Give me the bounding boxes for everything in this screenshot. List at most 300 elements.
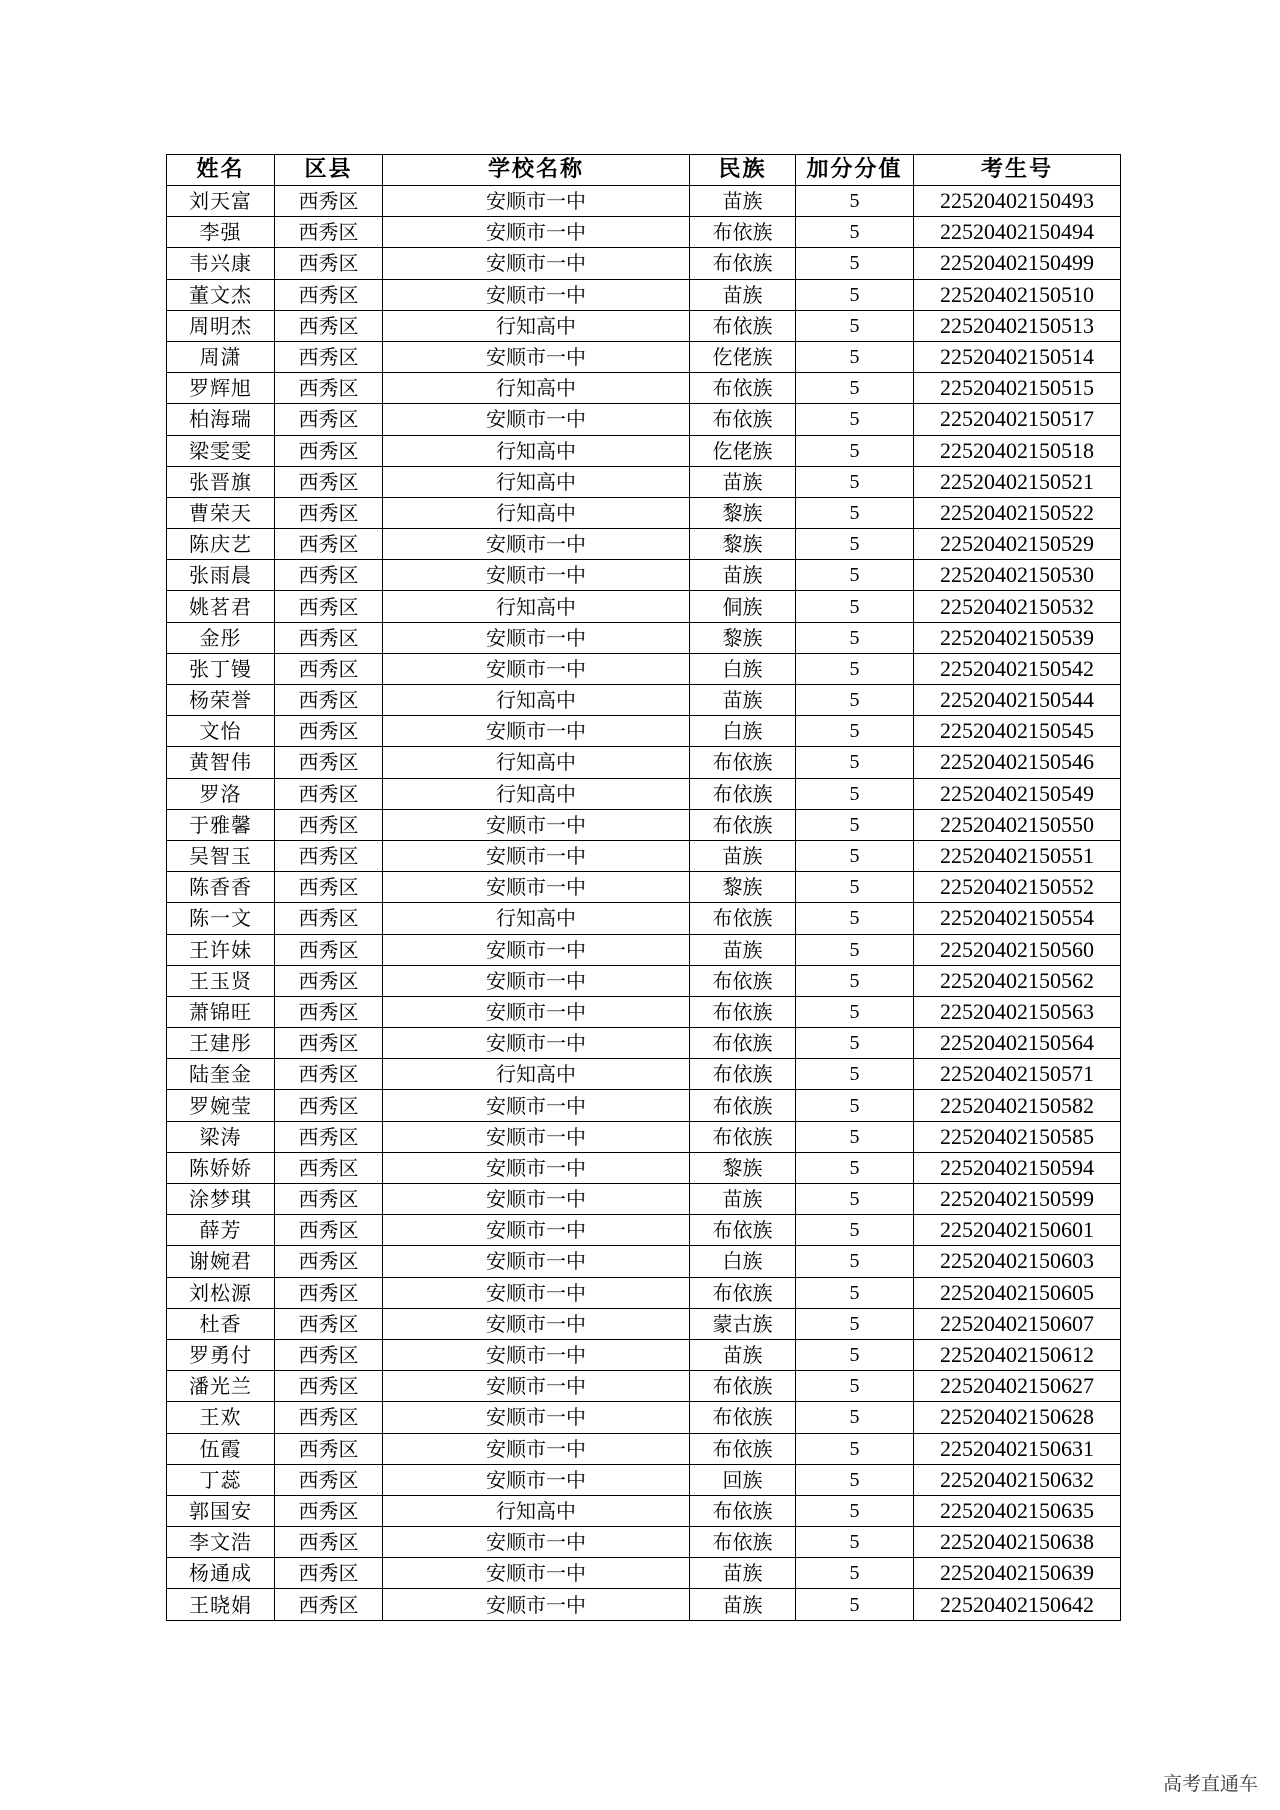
header-bonus-score: 加分分值: [796, 155, 914, 186]
table-row: [167, 653, 1121, 684]
table-row: [167, 466, 1121, 497]
cell-district: 西秀区: [275, 248, 383, 279]
table-row: [167, 1028, 1121, 1059]
cell-candidate-id: 22520402150639: [914, 1558, 1121, 1589]
cell-name: 郭国安: [167, 1495, 275, 1526]
cell-bonus-score: 5: [796, 1464, 914, 1495]
cell-candidate-id: 22520402150607: [914, 1308, 1121, 1339]
cell-district: 西秀区: [275, 653, 383, 684]
cell-candidate-id: 22520402150544: [914, 685, 1121, 716]
cell-district: 西秀区: [275, 1339, 383, 1370]
cell-candidate-id: 22520402150549: [914, 778, 1121, 809]
table-row: [167, 809, 1121, 840]
cell-ethnicity: 苗族: [690, 1339, 796, 1370]
cell-bonus-score: 5: [796, 1184, 914, 1215]
cell-candidate-id: 22520402150612: [914, 1339, 1121, 1370]
cell-candidate-id: 22520402150550: [914, 809, 1121, 840]
cell-candidate-id: 22520402150517: [914, 404, 1121, 435]
cell-candidate-id: 22520402150522: [914, 497, 1121, 528]
cell-candidate-id: 22520402150632: [914, 1464, 1121, 1495]
cell-bonus-score: 5: [796, 809, 914, 840]
cell-district: 西秀区: [275, 591, 383, 622]
cell-name: 王玉贤: [167, 965, 275, 996]
cell-name: 李文浩: [167, 1527, 275, 1558]
cell-ethnicity: 布依族: [690, 1433, 796, 1464]
cell-candidate-id: 22520402150530: [914, 560, 1121, 591]
header-school: 学校名称: [383, 155, 690, 186]
table-row: [167, 1402, 1121, 1433]
cell-name: 罗辉旭: [167, 373, 275, 404]
table-row: [167, 996, 1121, 1027]
cell-district: 西秀区: [275, 1121, 383, 1152]
cell-district: 西秀区: [275, 840, 383, 871]
cell-bonus-score: 5: [796, 1308, 914, 1339]
cell-candidate-id: 22520402150628: [914, 1402, 1121, 1433]
cell-ethnicity: 苗族: [690, 685, 796, 716]
cell-candidate-id: 22520402150571: [914, 1059, 1121, 1090]
cell-ethnicity: 布依族: [690, 1090, 796, 1121]
cell-bonus-score: 5: [796, 186, 914, 217]
table-row: [167, 591, 1121, 622]
cell-school: 安顺市一中: [383, 248, 690, 279]
cell-name: 刘天富: [167, 186, 275, 217]
cell-name: 张晋旗: [167, 466, 275, 497]
cell-school: 安顺市一中: [383, 622, 690, 653]
cell-ethnicity: 布依族: [690, 903, 796, 934]
cell-school: 安顺市一中: [383, 1184, 690, 1215]
cell-bonus-score: 5: [796, 497, 914, 528]
cell-district: 西秀区: [275, 685, 383, 716]
table-row: [167, 1184, 1121, 1215]
cell-candidate-id: 22520402150635: [914, 1495, 1121, 1526]
cell-school: 安顺市一中: [383, 809, 690, 840]
cell-name: 于雅馨: [167, 809, 275, 840]
cell-bonus-score: 5: [796, 1121, 914, 1152]
table-row: [167, 778, 1121, 809]
cell-ethnicity: 布依族: [690, 747, 796, 778]
cell-school: 安顺市一中: [383, 1152, 690, 1183]
cell-ethnicity: 黎族: [690, 1152, 796, 1183]
cell-ethnicity: 布依族: [690, 248, 796, 279]
cell-school: 安顺市一中: [383, 1246, 690, 1277]
cell-candidate-id: 22520402150605: [914, 1277, 1121, 1308]
cell-ethnicity: 布依族: [690, 965, 796, 996]
cell-district: 西秀区: [275, 404, 383, 435]
cell-ethnicity: 苗族: [690, 466, 796, 497]
cell-ethnicity: 苗族: [690, 186, 796, 217]
cell-school: 安顺市一中: [383, 529, 690, 560]
cell-name: 王晓娟: [167, 1589, 275, 1620]
cell-ethnicity: 侗族: [690, 591, 796, 622]
bonus-points-table: [166, 154, 1121, 1621]
cell-name: 薛芳: [167, 1215, 275, 1246]
cell-district: 西秀区: [275, 560, 383, 591]
cell-district: 西秀区: [275, 1215, 383, 1246]
cell-school: 安顺市一中: [383, 840, 690, 871]
cell-school: 行知高中: [383, 373, 690, 404]
table-row: [167, 1152, 1121, 1183]
cell-school: 行知高中: [383, 497, 690, 528]
cell-school: 安顺市一中: [383, 996, 690, 1027]
cell-bonus-score: 5: [796, 934, 914, 965]
cell-ethnicity: 黎族: [690, 872, 796, 903]
cell-name: 周明杰: [167, 310, 275, 341]
cell-name: 伍霞: [167, 1433, 275, 1464]
cell-candidate-id: 22520402150539: [914, 622, 1121, 653]
cell-ethnicity: 布依族: [690, 1527, 796, 1558]
cell-bonus-score: 5: [796, 653, 914, 684]
cell-candidate-id: 22520402150642: [914, 1589, 1121, 1620]
cell-district: 西秀区: [275, 1246, 383, 1277]
cell-name: 曹荣天: [167, 497, 275, 528]
cell-candidate-id: 22520402150514: [914, 341, 1121, 372]
cell-candidate-id: 22520402150562: [914, 965, 1121, 996]
cell-candidate-id: 22520402150582: [914, 1090, 1121, 1121]
table-row: [167, 903, 1121, 934]
table-row: [167, 1121, 1121, 1152]
table-row: [167, 872, 1121, 903]
cell-ethnicity: 白族: [690, 653, 796, 684]
table-row: [167, 1495, 1121, 1526]
cell-name: 陈一文: [167, 903, 275, 934]
table-row: [167, 1433, 1121, 1464]
cell-ethnicity: 苗族: [690, 1589, 796, 1620]
table-row: [167, 341, 1121, 372]
cell-district: 西秀区: [275, 965, 383, 996]
cell-name: 董文杰: [167, 279, 275, 310]
header-row: [167, 155, 1121, 186]
table-row: [167, 1558, 1121, 1589]
cell-bonus-score: 5: [796, 310, 914, 341]
cell-school: 行知高中: [383, 685, 690, 716]
cell-candidate-id: 22520402150564: [914, 1028, 1121, 1059]
cell-candidate-id: 22520402150515: [914, 373, 1121, 404]
cell-district: 西秀区: [275, 778, 383, 809]
cell-bonus-score: 5: [796, 903, 914, 934]
cell-candidate-id: 22520402150631: [914, 1433, 1121, 1464]
cell-school: 安顺市一中: [383, 1090, 690, 1121]
cell-candidate-id: 22520402150563: [914, 996, 1121, 1027]
cell-school: 行知高中: [383, 1495, 690, 1526]
cell-ethnicity: 布依族: [690, 1277, 796, 1308]
cell-ethnicity: 黎族: [690, 497, 796, 528]
cell-name: 姚茗君: [167, 591, 275, 622]
cell-bonus-score: 5: [796, 1277, 914, 1308]
table-row: [167, 1308, 1121, 1339]
cell-district: 西秀区: [275, 934, 383, 965]
cell-bonus-score: 5: [796, 747, 914, 778]
cell-district: 西秀区: [275, 497, 383, 528]
cell-district: 西秀区: [275, 310, 383, 341]
cell-district: 西秀区: [275, 1495, 383, 1526]
cell-bonus-score: 5: [796, 1028, 914, 1059]
cell-name: 周潇: [167, 341, 275, 372]
cell-name: 李强: [167, 217, 275, 248]
cell-school: 安顺市一中: [383, 1028, 690, 1059]
cell-candidate-id: 22520402150546: [914, 747, 1121, 778]
table-row: [167, 1059, 1121, 1090]
cell-school: 安顺市一中: [383, 1558, 690, 1589]
cell-ethnicity: 布依族: [690, 1028, 796, 1059]
cell-school: 安顺市一中: [383, 341, 690, 372]
table-row: [167, 186, 1121, 217]
cell-name: 杜香: [167, 1308, 275, 1339]
cell-bonus-score: 5: [796, 965, 914, 996]
cell-school: 安顺市一中: [383, 872, 690, 903]
cell-candidate-id: 22520402150627: [914, 1371, 1121, 1402]
cell-candidate-id: 22520402150532: [914, 591, 1121, 622]
cell-district: 西秀区: [275, 996, 383, 1027]
cell-name: 张丁镘: [167, 653, 275, 684]
cell-school: 安顺市一中: [383, 934, 690, 965]
table-row: [167, 1277, 1121, 1308]
cell-school: 安顺市一中: [383, 1277, 690, 1308]
cell-candidate-id: 22520402150603: [914, 1246, 1121, 1277]
cell-name: 罗洛: [167, 778, 275, 809]
cell-name: 王许妹: [167, 934, 275, 965]
cell-school: 行知高中: [383, 747, 690, 778]
cell-ethnicity: 苗族: [690, 1184, 796, 1215]
cell-district: 西秀区: [275, 1527, 383, 1558]
cell-candidate-id: 22520402150554: [914, 903, 1121, 934]
cell-ethnicity: 苗族: [690, 934, 796, 965]
cell-district: 西秀区: [275, 872, 383, 903]
cell-candidate-id: 22520402150518: [914, 435, 1121, 466]
cell-ethnicity: 苗族: [690, 840, 796, 871]
cell-school: 安顺市一中: [383, 1339, 690, 1370]
cell-bonus-score: 5: [796, 466, 914, 497]
table-row: [167, 279, 1121, 310]
cell-name: 柏海瑞: [167, 404, 275, 435]
cell-district: 西秀区: [275, 747, 383, 778]
cell-name: 王建彤: [167, 1028, 275, 1059]
cell-ethnicity: 布依族: [690, 1059, 796, 1090]
cell-school: 安顺市一中: [383, 653, 690, 684]
cell-name: 文怡: [167, 716, 275, 747]
cell-district: 西秀区: [275, 1059, 383, 1090]
cell-ethnicity: 布依族: [690, 1371, 796, 1402]
cell-bonus-score: 5: [796, 1339, 914, 1370]
cell-bonus-score: 5: [796, 1090, 914, 1121]
cell-district: 西秀区: [275, 716, 383, 747]
cell-ethnicity: 回族: [690, 1464, 796, 1495]
cell-candidate-id: 22520402150599: [914, 1184, 1121, 1215]
cell-bonus-score: 5: [796, 872, 914, 903]
cell-bonus-score: 5: [796, 279, 914, 310]
cell-name: 杨通成: [167, 1558, 275, 1589]
cell-school: 安顺市一中: [383, 560, 690, 591]
cell-school: 安顺市一中: [383, 1308, 690, 1339]
roster-sheet: [166, 154, 1120, 1621]
cell-ethnicity: 布依族: [690, 1121, 796, 1152]
cell-school: 行知高中: [383, 591, 690, 622]
table-row: [167, 1371, 1121, 1402]
cell-ethnicity: 仡佬族: [690, 341, 796, 372]
cell-name: 王欢: [167, 1402, 275, 1433]
cell-candidate-id: 22520402150594: [914, 1152, 1121, 1183]
table-row: [167, 1215, 1121, 1246]
cell-district: 西秀区: [275, 1402, 383, 1433]
header-ethnicity: 民族: [690, 155, 796, 186]
cell-ethnicity: 布依族: [690, 310, 796, 341]
cell-school: 安顺市一中: [383, 1433, 690, 1464]
cell-name: 梁雯雯: [167, 435, 275, 466]
table-row: [167, 840, 1121, 871]
cell-candidate-id: 22520402150513: [914, 310, 1121, 341]
table-row: [167, 1589, 1121, 1620]
table-row: [167, 1090, 1121, 1121]
cell-name: 梁涛: [167, 1121, 275, 1152]
cell-bonus-score: 5: [796, 591, 914, 622]
cell-bonus-score: 5: [796, 1495, 914, 1526]
cell-name: 张雨晨: [167, 560, 275, 591]
cell-district: 西秀区: [275, 466, 383, 497]
cell-district: 西秀区: [275, 217, 383, 248]
cell-name: 涂梦琪: [167, 1184, 275, 1215]
cell-district: 西秀区: [275, 622, 383, 653]
cell-school: 安顺市一中: [383, 279, 690, 310]
cell-bonus-score: 5: [796, 622, 914, 653]
cell-ethnicity: 布依族: [690, 404, 796, 435]
cell-ethnicity: 白族: [690, 1246, 796, 1277]
cell-school: 安顺市一中: [383, 1589, 690, 1620]
cell-bonus-score: 5: [796, 1527, 914, 1558]
cell-school: 安顺市一中: [383, 186, 690, 217]
cell-name: 罗婉莹: [167, 1090, 275, 1121]
cell-name: 韦兴康: [167, 248, 275, 279]
table-row: [167, 529, 1121, 560]
cell-name: 刘松源: [167, 1277, 275, 1308]
cell-district: 西秀区: [275, 373, 383, 404]
cell-candidate-id: 22520402150585: [914, 1121, 1121, 1152]
cell-ethnicity: 布依族: [690, 1215, 796, 1246]
cell-ethnicity: 布依族: [690, 809, 796, 840]
cell-name: 陈庆艺: [167, 529, 275, 560]
cell-name: 萧锦旺: [167, 996, 275, 1027]
cell-school: 行知高中: [383, 435, 690, 466]
cell-school: 安顺市一中: [383, 1371, 690, 1402]
cell-district: 西秀区: [275, 809, 383, 840]
cell-bonus-score: 5: [796, 341, 914, 372]
cell-district: 西秀区: [275, 1277, 383, 1308]
cell-bonus-score: 5: [796, 1152, 914, 1183]
cell-candidate-id: 22520402150499: [914, 248, 1121, 279]
table-row: [167, 934, 1121, 965]
cell-candidate-id: 22520402150521: [914, 466, 1121, 497]
cell-district: 西秀区: [275, 1558, 383, 1589]
cell-district: 西秀区: [275, 1589, 383, 1620]
cell-ethnicity: 仡佬族: [690, 435, 796, 466]
cell-candidate-id: 22520402150510: [914, 279, 1121, 310]
cell-district: 西秀区: [275, 1371, 383, 1402]
table-row: [167, 716, 1121, 747]
table-row: [167, 1527, 1121, 1558]
table-row: [167, 217, 1121, 248]
cell-school: 安顺市一中: [383, 1527, 690, 1558]
cell-candidate-id: 22520402150551: [914, 840, 1121, 871]
cell-name: 杨荣誉: [167, 685, 275, 716]
cell-ethnicity: 白族: [690, 716, 796, 747]
table-row: [167, 747, 1121, 778]
table-row: [167, 248, 1121, 279]
cell-district: 西秀区: [275, 1464, 383, 1495]
header-candidate-id: 考生号: [914, 155, 1121, 186]
cell-name: 潘光兰: [167, 1371, 275, 1402]
cell-school: 安顺市一中: [383, 217, 690, 248]
table-row: [167, 497, 1121, 528]
table-row: [167, 373, 1121, 404]
cell-bonus-score: 5: [796, 560, 914, 591]
cell-name: 金彤: [167, 622, 275, 653]
cell-name: 丁蕊: [167, 1464, 275, 1495]
table-row: [167, 435, 1121, 466]
cell-district: 西秀区: [275, 341, 383, 372]
cell-bonus-score: 5: [796, 1402, 914, 1433]
cell-bonus-score: 5: [796, 1558, 914, 1589]
cell-ethnicity: 苗族: [690, 279, 796, 310]
cell-district: 西秀区: [275, 186, 383, 217]
cell-district: 西秀区: [275, 903, 383, 934]
cell-ethnicity: 布依族: [690, 217, 796, 248]
cell-school: 行知高中: [383, 310, 690, 341]
cell-ethnicity: 苗族: [690, 1558, 796, 1589]
table-row: [167, 1246, 1121, 1277]
header-name: 姓名: [167, 155, 275, 186]
cell-district: 西秀区: [275, 1433, 383, 1464]
cell-district: 西秀区: [275, 1308, 383, 1339]
cell-bonus-score: 5: [796, 778, 914, 809]
cell-name: 罗勇付: [167, 1339, 275, 1370]
table-row: [167, 685, 1121, 716]
watermark: 高考直通车: [1162, 1773, 1258, 1795]
cell-bonus-score: 5: [796, 716, 914, 747]
cell-ethnicity: 黎族: [690, 529, 796, 560]
cell-bonus-score: 5: [796, 996, 914, 1027]
cell-school: 行知高中: [383, 903, 690, 934]
cell-candidate-id: 22520402150560: [914, 934, 1121, 965]
cell-bonus-score: 5: [796, 404, 914, 435]
cell-ethnicity: 布依族: [690, 1495, 796, 1526]
cell-candidate-id: 22520402150552: [914, 872, 1121, 903]
table-row: [167, 965, 1121, 996]
header-district: 区县: [275, 155, 383, 186]
cell-candidate-id: 22520402150545: [914, 716, 1121, 747]
cell-ethnicity: 布依族: [690, 1402, 796, 1433]
table-row: [167, 622, 1121, 653]
cell-bonus-score: 5: [796, 1246, 914, 1277]
cell-name: 陈香香: [167, 872, 275, 903]
cell-school: 安顺市一中: [383, 1215, 690, 1246]
cell-candidate-id: 22520402150542: [914, 653, 1121, 684]
cell-school: 安顺市一中: [383, 1402, 690, 1433]
cell-bonus-score: 5: [796, 840, 914, 871]
cell-bonus-score: 5: [796, 1371, 914, 1402]
cell-school: 安顺市一中: [383, 965, 690, 996]
table-row: [167, 404, 1121, 435]
table-body: [167, 186, 1121, 1621]
cell-school: 安顺市一中: [383, 404, 690, 435]
cell-school: 安顺市一中: [383, 716, 690, 747]
cell-school: 安顺市一中: [383, 1464, 690, 1495]
cell-school: 行知高中: [383, 1059, 690, 1090]
table-row: [167, 310, 1121, 341]
cell-bonus-score: 5: [796, 685, 914, 716]
cell-candidate-id: 22520402150601: [914, 1215, 1121, 1246]
cell-candidate-id: 22520402150494: [914, 217, 1121, 248]
cell-district: 西秀区: [275, 435, 383, 466]
table-row: [167, 1464, 1121, 1495]
cell-name: 陆奎金: [167, 1059, 275, 1090]
